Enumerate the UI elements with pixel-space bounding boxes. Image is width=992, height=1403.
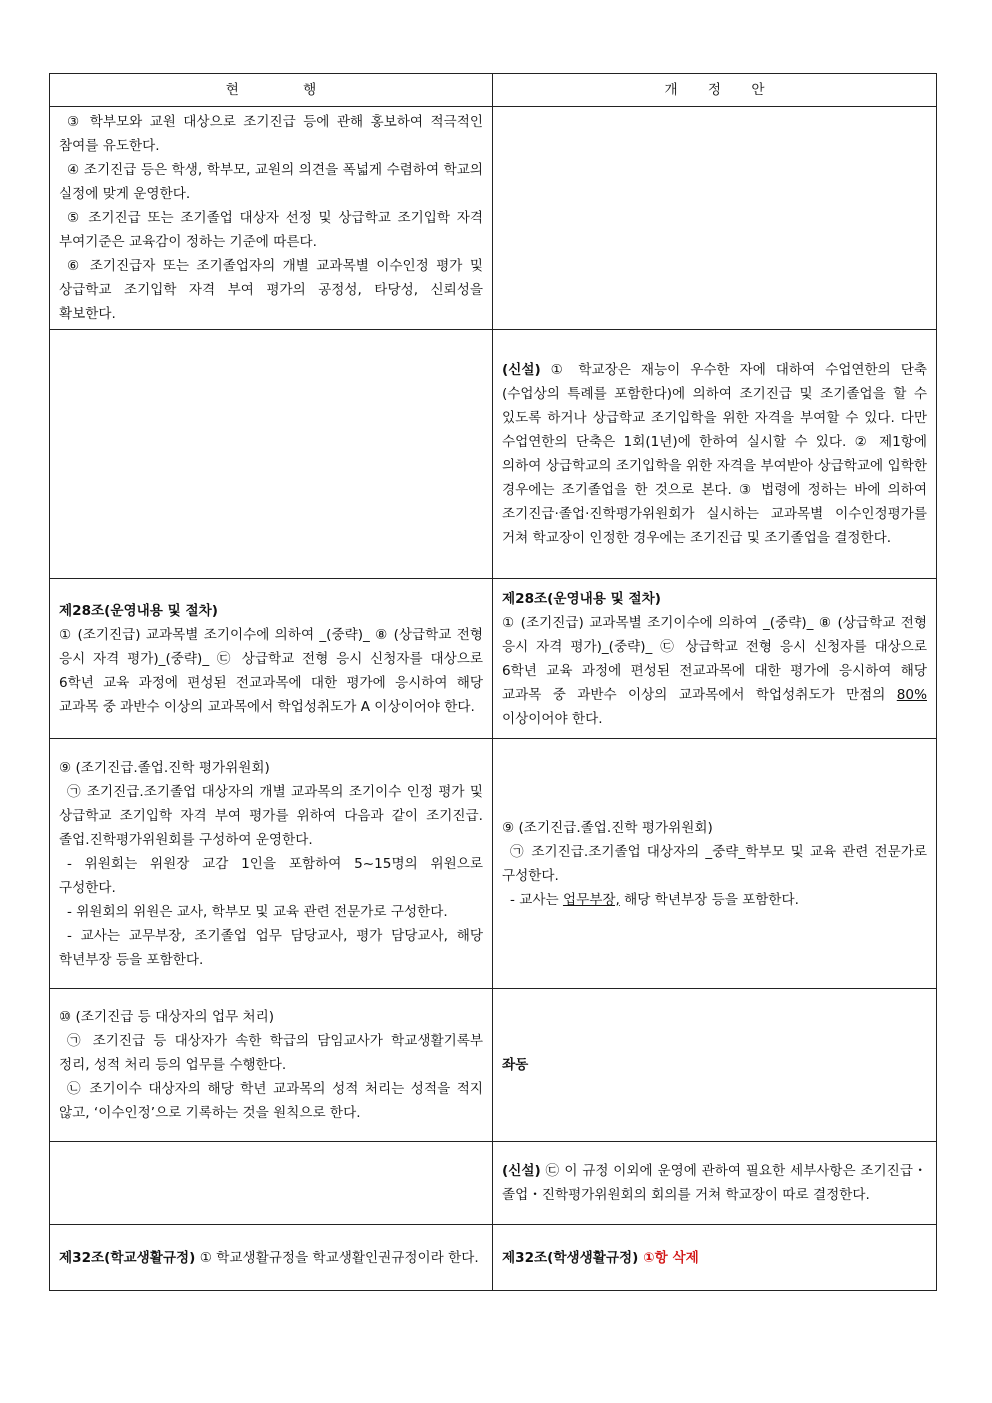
clause-text: ⑥ 조기진급자 또는 조기졸업자의 개별 교과목별 이수인정 평가 및 상급학교 조기입학 자격 부여 평가의 공정성, 타당성, 신뢰성을 확보한다. (59, 258, 483, 322)
clause-text: 해당 학년부장 등을 포함한다. (619, 891, 799, 908)
clause-text: ㉢ 이 규정 이외에 운영에 관하여 필요한 세부사항은 조기진급・졸업・진학평가위원회의 회의를 거쳐 학교장이 따로 결정한다. (502, 1163, 927, 1203)
table-row (50, 579, 937, 739)
revised-cell (493, 330, 937, 579)
clause-text: ① 학교장은 재능이 우수한 자에 대하여 수업연한의 단축(수업상의 특례를 포함한다)에 의하여 조기진급 및 조기졸업을 할 수 있도록 하거나 상급학교 조기입학을 위한 자격을 부여할 수 있다. 다만 수업연한의 단축은 1회(1년)에 한하여 실시할 수 있다. ② 제1항에 의하여 상급학교의 조기입학을 위한 자격을 부여받아 상급학교에 입학한 경우에는 조기졸업을 한 것으로 본다. ③ 법령에 정하는 바에 의하여 조기진급·졸업·진학평가위원회가 실시하는 교과목별 이수인정평가를 거쳐 학교장이 인정한 경우에는 조기진급 및 조기졸업을 결정한다. (502, 362, 927, 546)
clause-text: ④ 조기진급 등은 학생, 학부모, 교원의 의견을 폭넓게 수렴하여 학교의 실정에 맞게 운영한다. (59, 162, 483, 202)
table-row (50, 330, 937, 579)
current-cell (50, 330, 493, 579)
header-current: 현 행 (50, 74, 493, 107)
table-row (50, 107, 937, 330)
table-row (50, 1142, 937, 1225)
current-cell (50, 107, 493, 330)
comparison-table (49, 73, 937, 1291)
new-label: (신설) (502, 1163, 541, 1179)
article-title: 제28조(운영내용 및 절차) (502, 590, 661, 607)
article-title: 제32조(학생생활규정) (502, 1249, 639, 1266)
clause-text: ⑩ (조기진급 등 대상자의 업무 처리) (59, 1009, 275, 1025)
revised-cell (493, 1225, 937, 1291)
clause-text: ① 학교생활규정을 학교생활인권규정이라 한다. (195, 1249, 479, 1266)
clause-text: ㉠ 조기진급 등 대상자가 속한 학급의 담임교사가 학교생활기록부 정리, 성적 처리 등의 업무를 수행한다. (59, 1033, 483, 1073)
clause-text: - 위원회의 위원은 교사, 학부모 및 교육 관련 전문가로 구성한다. (67, 903, 448, 920)
revised-cell: 좌동 (493, 989, 937, 1142)
changed-value: 80% (896, 686, 927, 703)
table-row (50, 739, 937, 989)
clause-text: - 교사는 교무부장, 조기졸업 업무 담당교사, 평가 담당교사, 해당 학년부장 등을 포함한다. (59, 927, 483, 968)
clause-text: - 교사는 (510, 891, 563, 908)
clause-text: ⑨ (조기진급.졸업.진학 평가위원회) (59, 759, 270, 776)
header-revised: 개 정 안 (493, 74, 937, 107)
table-row (50, 989, 937, 1142)
current-cell (50, 1142, 493, 1225)
current-cell (50, 739, 493, 989)
current-cell (50, 1225, 493, 1291)
clause-text: ㉠ 조기진급.조기졸업 대상자의 개별 교과목의 조기이수 인정 평가 및 상급학교 조기입학 자격 부여 평가를 위하여 다음과 같이 조기진급.졸업.진학평가위원회를 구성하여 운영한다. (59, 783, 483, 848)
table-row (50, 1225, 937, 1291)
clause-text: ㉠ 조기진급.조기졸업 대상자의 _중략_학부모 및 교육 관련 전문가로 구성한다. (502, 843, 927, 884)
deletion-note: ①항 삭제 (638, 1249, 699, 1266)
new-label: (신설) (502, 362, 541, 378)
clause-text: ① (조기진급) 교과목별 조기이수에 의하여 _(중략)_ ⑧ (상급학교 전형 응시 자격 평가)_(중략)_ ㉢ 상급학교 전형 응시 신청자를 대상으로 6학년 교육 과정에 편성된 전교과목에 대한 평가에 응시하여 해당 교과목 중 과반수 이상의 교과목에서 학업성취도가 만점의 (502, 614, 927, 703)
current-cell (50, 989, 493, 1142)
revised-cell (493, 1142, 937, 1225)
revised-cell (493, 579, 937, 739)
clause-text: ⑨ (조기진급.졸업.진학 평가위원회) (502, 819, 713, 836)
changed-value: 업무부장, (562, 891, 620, 908)
article-title: 제28조(운영내용 및 절차) (59, 602, 218, 619)
revised-cell (493, 739, 937, 989)
revised-cell (493, 107, 937, 330)
clause-text: - 위원회는 위원장 교감 1인을 포함하여 5~15명의 위원으로 구성한다. (59, 855, 483, 896)
clause-text: ① (조기진급) 교과목별 조기이수에 의하여 _(중략)_ ⑧ (상급학교 전형 응시 자격 평가)_(중략)_ ㉢ 상급학교 전형 응시 신청자를 대상으로 6학년 교육 과정에 편성된 전교과목에 대한 평가에 응시하여 해당 교과목 중 과반수 이상의 교과목에서 학업성취도가 A 이상이어야 한다. (59, 626, 483, 715)
clause-text: ⑤ 조기진급 또는 조기졸업 대상자 선정 및 상급학교 조기입학 자격 부여기준은 교육감이 정하는 기준에 따른다. (59, 210, 483, 250)
clause-text: ③ 학부모와 교원 대상으로 조기진급 등에 관해 홍보하여 적극적인 참여를 유도한다. (59, 114, 483, 154)
article-title: 제32조(학교생활규정) (59, 1249, 196, 1266)
current-cell (50, 579, 493, 739)
header-row (50, 74, 937, 107)
clause-text: ㉡ 조기이수 대상자의 해당 학년 교과목의 성적 처리는 성적을 적지 않고, ‘이수인정’으로 기록하는 것을 원칙으로 한다. (59, 1081, 483, 1121)
clause-text: 이상이어야 한다. (502, 710, 603, 727)
